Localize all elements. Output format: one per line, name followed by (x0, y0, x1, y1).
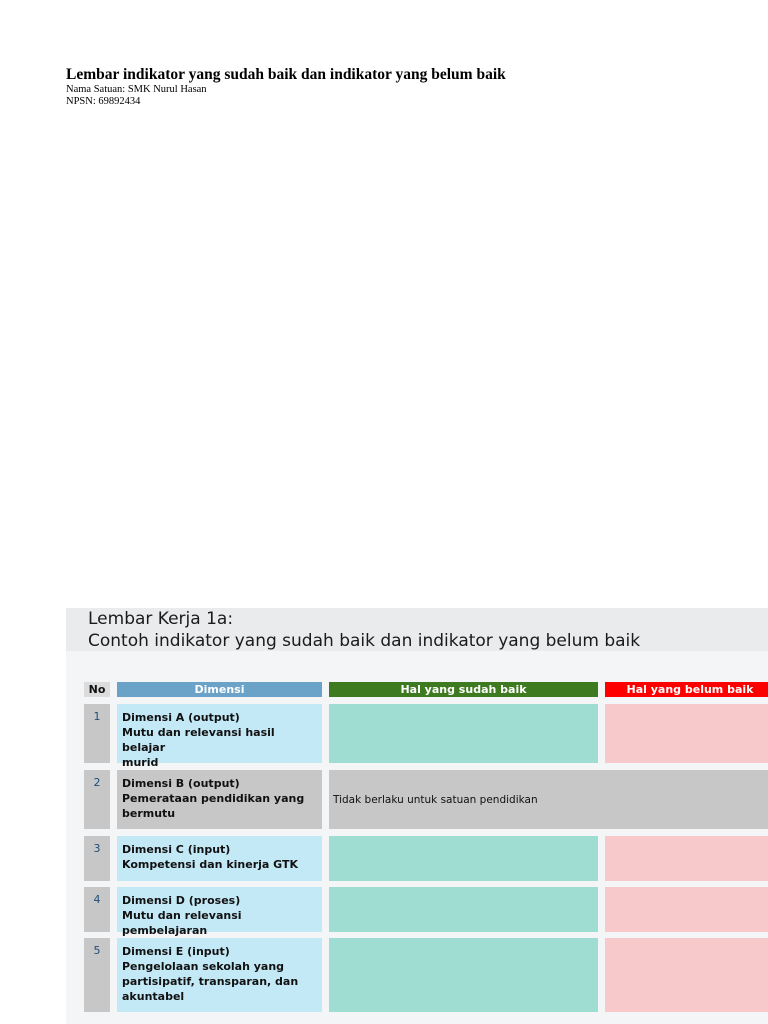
row-1-dimension (117, 704, 322, 769)
row-5-good-cell (329, 938, 598, 1012)
row-5-dimension-line: Dimensi E (input) (122, 945, 230, 958)
row-5-dimension-line: akuntabel (122, 990, 185, 1003)
row-4-dimension-line: Dimensi D (proses) (122, 894, 241, 907)
row-5-dimension (117, 938, 322, 1012)
worksheet-image (66, 608, 768, 1024)
row-5-dimension-line: partisipatif, transparan, dan (122, 975, 299, 988)
row-2-dimension-line: Dimensi B (output) (122, 777, 240, 790)
worksheet-title: Lembar Kerja 1a: (88, 609, 234, 629)
row-4-dimension-line: Mutu dan relevansi pembelajaran (122, 909, 242, 937)
row-1-dimension-line: Mutu dan relevansi hasil belajar (122, 726, 275, 754)
row-4-number: 4 (84, 887, 110, 932)
school-name: Nama Satuan: SMK Nurul Hasan (66, 84, 207, 95)
row-1-number: 1 (84, 704, 110, 763)
header-no: No (84, 682, 110, 697)
document-title: Lembar indikator yang sudah baik dan indikator yang belum baik (66, 66, 506, 83)
header-dimensi: Dimensi (117, 682, 322, 697)
row-2-number: 2 (84, 770, 110, 829)
worksheet-title-band (66, 608, 768, 651)
row-5-dimension-line: Pengelolaan sekolah yang (122, 960, 285, 973)
school-npsn: NPSN: 69892434 (66, 96, 141, 107)
row-5-bad-cell (605, 938, 768, 1012)
row-2-not-applicable: Tidak berlaku untuk satuan pendidikan (329, 770, 768, 829)
row-1-good-cell (329, 704, 598, 763)
header-bad: Hal yang belum baik (605, 682, 768, 697)
row-4-dimension (117, 887, 322, 937)
header-good: Hal yang sudah baik (329, 682, 598, 697)
row-2-dimension (117, 770, 322, 829)
worksheet-subtitle: Contoh indikator yang sudah baik dan indikator yang belum baik (88, 631, 641, 651)
row-3-good-cell (329, 836, 598, 881)
row-3-number: 3 (84, 836, 110, 881)
row-5-number: 5 (84, 938, 110, 1012)
row-2-dimension-line: bermutu (122, 807, 176, 820)
row-3-dimension-line: Kompetensi dan kinerja GTK (122, 858, 299, 871)
row-2-dimension-line: Pemerataan pendidikan yang (122, 792, 305, 805)
row-3-dimension (117, 836, 322, 881)
row-4-good-cell (329, 887, 598, 932)
row-4-bad-cell (605, 887, 768, 932)
row-1-bad-cell (605, 704, 768, 763)
row-1-dimension-line: Dimensi A (output) (122, 711, 240, 724)
row-3-dimension-line: Dimensi C (input) (122, 843, 231, 856)
document-header (66, 66, 506, 108)
row-3-bad-cell (605, 836, 768, 881)
row-1-dimension-line: murid (122, 756, 159, 769)
